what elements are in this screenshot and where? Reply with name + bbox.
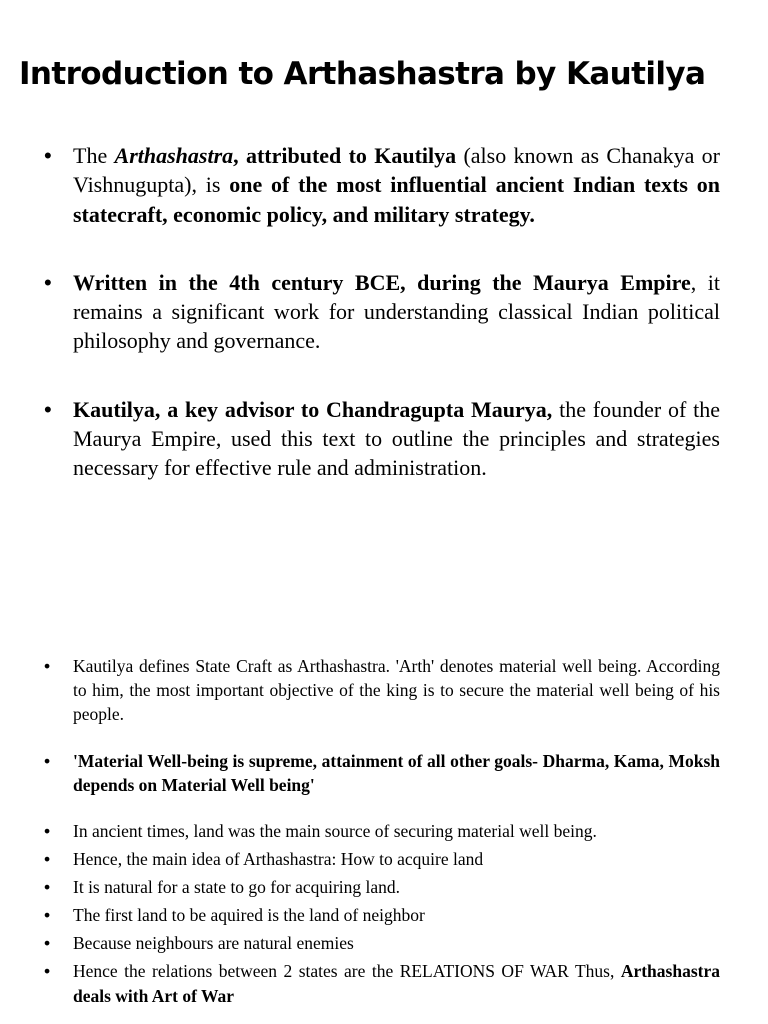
bullet-item [73,959,720,1007]
bullet-text: It is natural for a state to go for acquiring land. [73,877,401,898]
bullet-text: , attributed to Kautilya [233,143,457,168]
bullet-text: , it remains a significant work for understanding classical Indian political philosophy and governance. [73,269,720,354]
bullet-text: 'Material Well-being is supreme, attainment of all other goals- Dharma, Kama, Moksh depends on Material Well being' [73,750,720,795]
statecraft-bullet-list [73,654,720,1012]
bullet-text: (also known as Chanakya or Vishnugupta), is [73,143,720,198]
bullet-text: In ancient times, land was the main source of securing material well being. [73,821,597,842]
bullet-item [73,847,720,871]
bullet-item [73,268,720,356]
bullet-item [73,819,720,843]
bullet-text: The first land to be aquired is the land of neighbor [73,905,425,926]
bullet-item [73,903,720,927]
intro-bullet-list [73,141,720,522]
bullet-item [73,875,720,899]
bullet-text: Hence the relations between 2 states are the RELATIONS OF WAR Thus, [73,961,621,982]
bullet-item [73,931,720,955]
bullet-item [73,141,720,229]
bullet-item [73,654,720,727]
page-title: Introduction to Arthashastra by Kautilya [19,56,706,92]
bullet-item [73,749,720,797]
bullet-text: Kautilya, a key advisor to Chandragupta Maurya, [73,396,553,422]
bullet-text: Arthashastra [114,143,234,168]
bullet-text: Because neighbours are natural enemies [73,933,354,954]
bullet-text: the founder of the Maurya Empire, used this text to outline the principles and strategies necessary for effective rule and administration. [73,396,721,481]
bullet-text: Kautilya defines State Craft as Arthashastra. 'Arth' denotes material well being. According to him, the most important objective of the king is to secure the material well being of his people. [73,656,720,725]
bullet-item [73,395,720,483]
bullet-text: Arthashastra deals with Art of War [73,961,720,1006]
bullet-text: one of the most influential ancient Indian texts on statecraft, economic policy, and military strategy. [73,172,720,227]
bullet-text: The [73,143,115,168]
bullet-text: Written in the 4th century BCE, during the Maurya Empire [73,269,691,295]
bullet-text: Hence, the main idea of Arthashastra: How to acquire land [73,849,484,870]
